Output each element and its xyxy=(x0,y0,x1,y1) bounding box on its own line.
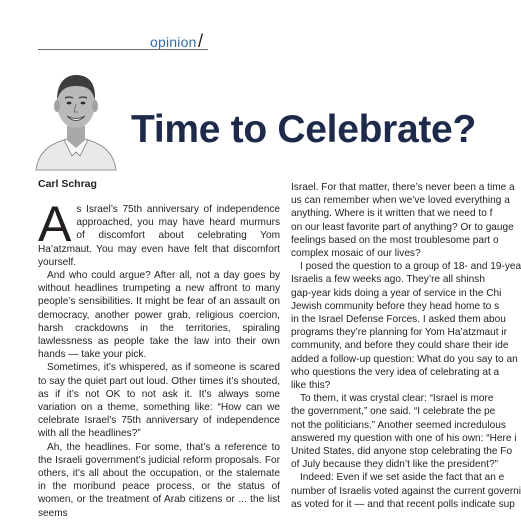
text-line: Israelis a few weeks ago. They’re all shinsh xyxy=(291,274,485,286)
text-line: gap-year kids doing a year of service in the Chi xyxy=(291,287,502,299)
text-line: To them, it was crystal clear: “Israel is more xyxy=(300,393,494,405)
article-column-left xyxy=(38,196,280,520)
text-line: not the politicians.” Another seemed incredulous xyxy=(291,419,506,431)
text-line: us can remember when we’ve loved everything a xyxy=(291,195,510,207)
text-line: of July because they didn’t like the president?” xyxy=(291,459,499,471)
text-line: number of Israelis voted against the current governi xyxy=(291,485,521,497)
section-slash: / xyxy=(198,31,204,51)
text-line: added a follow-up question: What do you say to an xyxy=(291,353,518,365)
text-line: in the Israel Defense Forces. I asked them abou xyxy=(291,314,506,326)
text-line: programs they’re planning for Yom Ha’atzmaut ir xyxy=(291,327,507,339)
paragraph: Sometimes, it’s whispered, as if someone is scared to say the quiet part out loud. Other times it’s shouted, as if it’s not OK to not ask it. It’s always some variation on a theme, something like: “How can we celebrate Israel’s 75th anniversary of independence with all the headlines?” xyxy=(38,362,280,440)
text-line: on our least favorite part of anything? Or to gauge xyxy=(291,221,514,233)
text-line: United States, did anyone stop celebrating the Fo xyxy=(291,446,513,458)
author-portrait xyxy=(34,66,118,170)
paragraph: As Israel’s 75th anniversary of independence approached, you may have heard murmurs of discomfort about celebrating Yom Ha’atzmaut. You may even have felt that discomfort yourself. xyxy=(38,196,280,268)
paragraph: Ah, the headlines. For some, that’s a reference to the Israeli government’s judicial reform proposals. For others, it’s all about the occupation, or the stalemate in the moribund peace process, or the status of women, or the treatment of Arab citizens or ... the list seems xyxy=(38,441,280,519)
text-line: community, and before they could share their ide xyxy=(291,340,509,352)
text-line: like this? xyxy=(291,380,331,392)
section-label: opinion xyxy=(150,34,197,50)
drop-cap: A xyxy=(38,196,72,252)
text-line: Israel. For that matter, there’s never been a time a xyxy=(291,182,515,193)
text-line: Indeed: Even if we set aside the fact that an e xyxy=(300,472,505,484)
text-line: feelings based on the most troublesome part o xyxy=(291,234,499,246)
text-line: Jewish community before they head home to s xyxy=(291,300,500,312)
text-line: I posed the question to a group of 18- and 19-yea xyxy=(300,261,521,273)
section-rule xyxy=(38,49,208,50)
text-line: who questions the very idea of celebrating at a xyxy=(291,366,500,378)
text-line: as voted for it — and that recent polls indicate sup xyxy=(291,498,515,510)
text-line: the government,” one said. “I celebrate the pe xyxy=(291,406,496,418)
article-column-right xyxy=(291,181,521,511)
text-line: anything. Where is it written that we need to f xyxy=(291,208,493,220)
author-byline: Carl Schrag xyxy=(38,178,97,190)
article-headline: Time to Celebrate? xyxy=(131,108,476,151)
text-line: complex mosaic of our lives? xyxy=(291,248,421,260)
text-line: answered my question with one of his own: “Here i xyxy=(291,432,517,444)
paragraph: And who could argue? After all, not a day goes by without headlines trumpeting a new affront to many people’s sensibilities. It might be fear of an assault on democracy, another power grab, religious coercion, harsh crackdowns in the territories, spiraling lawlessness as people take the law into their own hands — take your pick. xyxy=(38,270,280,361)
